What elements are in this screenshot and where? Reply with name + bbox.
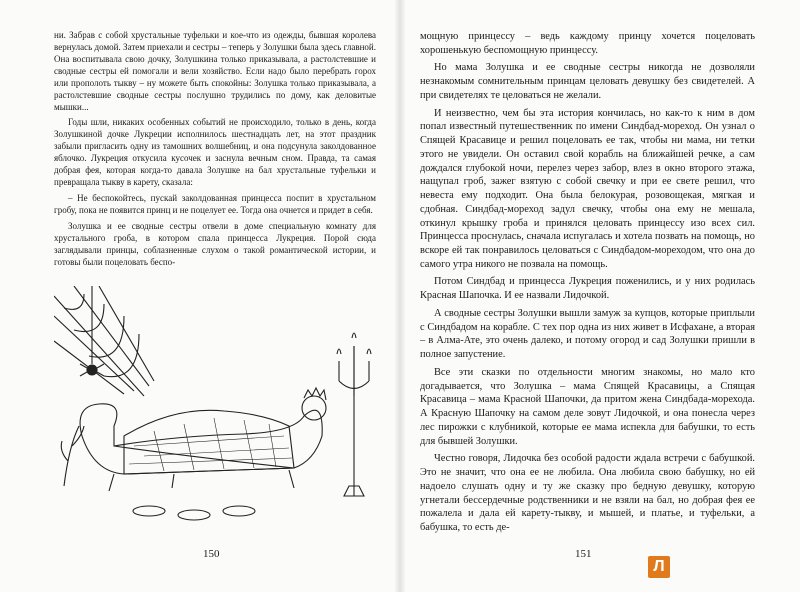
paragraph: И неизвестно, чем бы эта история кончилась, но как-то к ним в дом попал известный путешественник по имени Синдбад-мореход. Он узнал о Спящей Красавице и решил поцеловать ее так, чтобы ни мама, ни тетки этого не увидели. Он оставил свой корабль на ближайшей речке, а сам дождался глубокой ночи, перелез через забор, влез в окно второго этажа, нащупал гроб, зажег взятую с собой свечку и при ее свете решил, что невеста ему подходит. Она была белокурая, розовощекая, мягкая и сдобная. Синдбад-мореход задул свечку, чтобы она ему не мешала, откинул крышку гроба и принялся целовать принцессу изо всех сил. Принцесса проснулась, сначала испугалась и хотела позвать на помощь, но вскоре ей так понравилось целоваться с Синдбадом-мореходом, что она до самого утра никого не позвала на помощь. (420, 107, 755, 270)
page-number-left: 150 (203, 548, 220, 560)
paragraph: А сводные сестры Золушки вышли замуж за купцов, которые приплыли с Синдбадом на корабле. С тех пор одна из них живет в Исфахане, а вторая – в Алма-Ате, это очень далеко, и потому огород и сад Золушки пришли в полное запустение. (420, 307, 755, 361)
paragraph: Все эти сказки по отдельности многим знакомы, но мало кто догадывается, что Золушка – мама Спящей Красавицы, а Спящая Красавица – мама Красной Шапочки, да притом жена Синдбада-морехода. А Красную Шапочку на самом деле зовут Лидочкой, и она понесла через лес пирожки с клубникой, которые ее мама испекла для бабушки, то есть для бывшей Золушки. (420, 366, 755, 447)
spider-icon (87, 365, 97, 375)
publisher-logo-icon: Л (648, 556, 670, 578)
princess-head (302, 396, 326, 420)
paragraph: Но мама Золушка и ее сводные сестры никогда не дозволяли незнакомым сомнительным принцам целовать девушку без свидетелей. А при свидетелях те целоваться не желали. (420, 62, 755, 101)
slipper-icon (178, 510, 210, 520)
plant-icon (61, 426, 84, 486)
slipper-icon (223, 506, 255, 516)
paragraph: – Не беспокойтесь, пускай заколдованная принцесса поспит в хрустальном гробу, пока не появится принц и не поцелует ее. Тогда она очнется и придет в себя. (54, 192, 376, 215)
paragraph: Золушка и ее сводные сестры отвели в доме специальную комнату для хрустального гроба, в котором спала принцесса Лукреция. Порой сюда заглядывали принцы, соблазненные слухом о такой романтической истории, и готовы были поцеловать беспо- (54, 220, 376, 267)
right-page (420, 30, 755, 535)
slipper-icon (133, 506, 165, 516)
book-gutter (394, 0, 406, 592)
bed (80, 404, 322, 474)
paragraph: Годы шли, никаких особенных событий не происходило, только в день, когда Золушкиной дочке Лукреции исполнилось шестнадцать лет, на этот праздник забыли пригласить одну из тамошних волшебниц, и она подсунула заколдованное яблочко. Лукреция откусила кусочек и заснула вечным сном. Правда, та самая добрая фея, которая когда-то давала Золушке на бал хрустальные туфельки и превращала тыкву в карету, сказала: (54, 117, 376, 188)
paragraph: ни. Забрав с собой хрустальные туфельки и кое-что из одежды, бывшая королева вернулась домой. Затем приехали и сестры – теперь у Золушки была здесь главной. Она воспитывала свою дочку, Золушкина только приказывала, а растолстевшие и сводные сестры ей помогали и вели хозяйство. Если надо было перебрать горох или прополоть тыкву – ну можете быть спокойны: Золушка только приказывала, а растолстевшие сводные сестры послушно трудились по дому, как деловитые мышки... (54, 30, 376, 112)
paragraph: Честно говоря, Лидочка без особой радости ждала встречи с бабушкой. Это не значит, что она ее не любила. Она любила свою бабушку, но ей надоело слушать одну и ту же сказку про бедную девушку, которую угнетали бессердечные родственники и не взяли на бал, но добрая фея ее пожалела и дала ей карету-тыкву, и мышей, и платье, и туфельки, а бабушка, то есть де- (420, 453, 755, 533)
sleeping-princess-illustration (54, 286, 376, 526)
page-number-right: 151 (575, 548, 592, 560)
paragraph: мощную принцессу – ведь каждому принцу хочется поцеловать хорошенькую беспомощную принцессу. (420, 31, 755, 56)
left-page (54, 30, 376, 269)
paragraph: Потом Синдбад и принцесса Лукреция поженились, и у них родилась Красная Шапочка. И ее назвали Лидочкой. (420, 276, 755, 302)
